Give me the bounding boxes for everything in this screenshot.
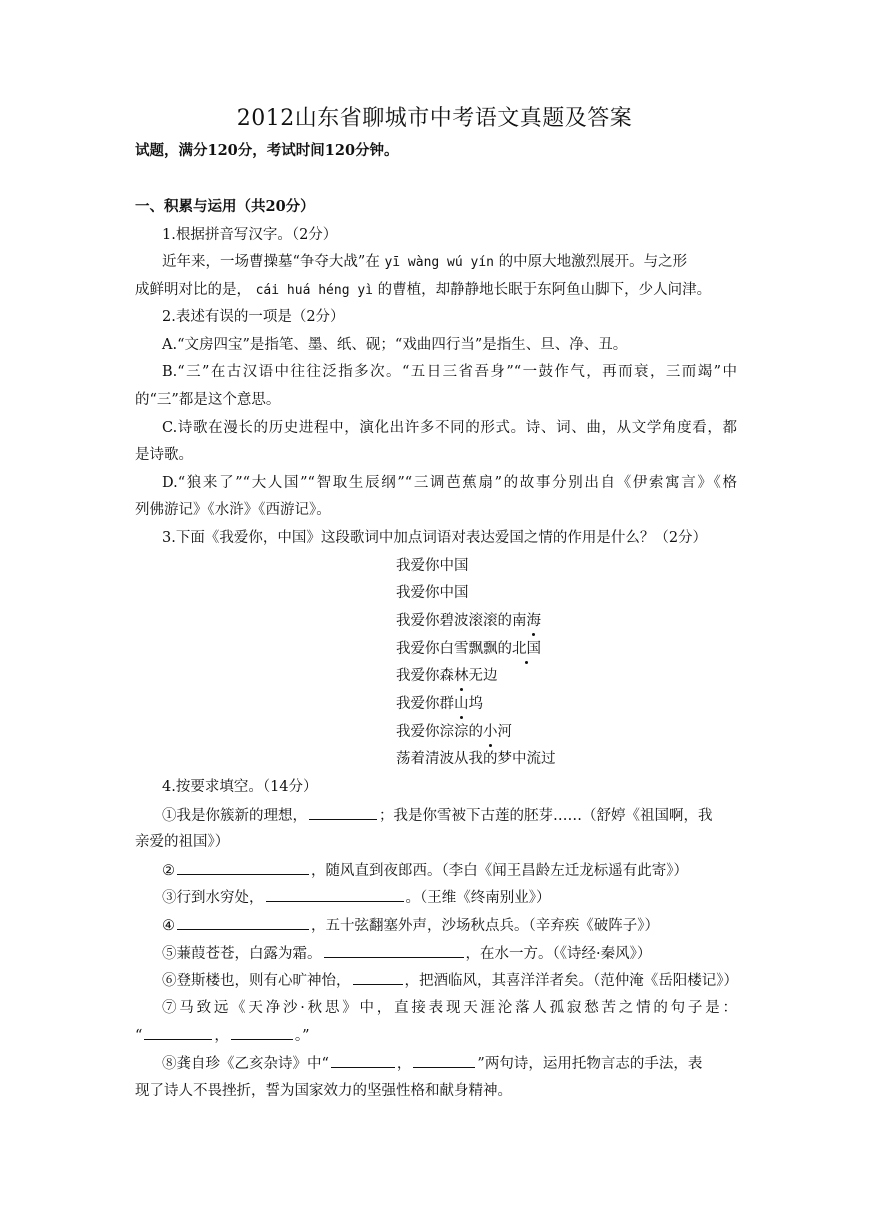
lyric-line: 我爱你中国 [396, 558, 469, 574]
fill-item-4 [162, 915, 737, 936]
option-c-line-1: C.诗歌在漫长的历史进程中，演化出许多不同的形式。诗、词、曲，从文学角度看，都 [162, 420, 737, 436]
q1-text-b: 的中原大地激烈展开。与之形 [498, 254, 688, 270]
question-1-stem: 1.根据拼音写汉字。（2分） [162, 227, 338, 243]
item-text: ， [214, 1028, 229, 1044]
answer-blank[interactable] [324, 943, 464, 958]
fill-item-6 [162, 970, 737, 991]
lyric-line [396, 722, 696, 742]
page-title: 2012山东省聊城市中考语文真题及答案 [236, 106, 633, 131]
lyric-text: 坞 [468, 696, 483, 712]
question-1-line-1 [162, 252, 737, 273]
answer-blank[interactable] [177, 860, 309, 875]
fill-item-7-cont [135, 1025, 735, 1046]
item-text: 。” [294, 1028, 310, 1044]
question-4-stem: 4.按要求填空。（14分） [162, 779, 318, 795]
lyric-line: 荡着清波从我的梦中流过 [396, 751, 556, 767]
lyric-text: 我爱你淙淙的 [396, 724, 483, 740]
lyric-text: 无边 [468, 668, 498, 684]
item-text: ， [396, 1056, 412, 1072]
item-text: ，在水一方。（《诗经·秦风》） [465, 946, 652, 962]
lyric-text: 我爱你碧波滚滚的南 [396, 613, 527, 629]
item-text: ，把酒临风，其喜洋洋者矣。（范仲淹《岳阳楼记》） [404, 973, 738, 989]
lyric-text: 我爱你白雪飘飘的 [396, 641, 512, 657]
dotted-word: 小 [483, 724, 498, 740]
lyric-text: 我爱你森 [396, 668, 454, 684]
section-heading: 一、积累与运用（共20分） [135, 198, 315, 215]
answer-blank[interactable] [231, 1025, 293, 1040]
option-b-line-1: B.“三”在古汉语中往往泛指多次。“五日三省吾身”“一鼓作气，再而衰，三而竭”中 [162, 364, 737, 380]
item-text: ”两句诗，运用托物言志的手法，表 [477, 1056, 703, 1072]
lyric-text: 我爱你群 [396, 696, 454, 712]
lyric-text: 河 [497, 724, 512, 740]
lyric-line: 我爱你中国 [396, 585, 469, 601]
fill-item-1 [162, 805, 737, 826]
answer-blank[interactable] [309, 805, 377, 820]
q1-text-c: 成鲜明对比的是， [135, 282, 251, 298]
lyric-line [396, 639, 696, 659]
item-text: ，五十弦翻塞外声，沙场秋点兵。（辛弃疾《破阵子》） [311, 918, 659, 934]
dotted-word: 北国 [512, 641, 541, 657]
dotted-word: 山 [454, 696, 469, 712]
option-b-line-2: 的“三”都是这个意思。 [135, 392, 281, 408]
option-d-line-2: 列佛游记》《水浒》《西游记》。 [135, 502, 331, 518]
item-text: ② [162, 863, 175, 879]
option-d-line-1: D.“狼来了”“大人国”“智取生辰纲”“三调芭蕉扇”的故事分别出自《伊索寓言》《格 [162, 475, 737, 491]
answer-blank[interactable] [331, 1053, 395, 1068]
fill-item-5 [162, 943, 737, 964]
fill-item-8-cont: 现了诗人不畏挫折，誓为国家效力的坚强性格和献身精神。 [135, 1083, 512, 1099]
q1-text-a: 近年来，一场曹操墓“争夺大战”在 [162, 254, 380, 270]
q1-pinyin-2: cái huá héng yì [255, 283, 374, 298]
lyric-line [396, 611, 696, 631]
item-text: 。（王维《终南别业》） [405, 890, 551, 906]
lyric-line [396, 666, 696, 686]
dotted-word: 林 [454, 668, 469, 684]
dotted-word: 海 [526, 613, 541, 629]
item-text: ⑥登斯楼也，则有心旷神怡， [162, 973, 351, 989]
answer-blank[interactable] [144, 1025, 212, 1040]
item-text: ⑤蒹葭苍苍，白露为霜。 [162, 946, 322, 962]
question-3-stem: 3.下面《我爱你，中国》这段歌词中加点词语对表达爱国之情的作用是什么？（2分） [162, 530, 708, 546]
q1-pinyin-1: yī wàng wú yín [384, 255, 495, 270]
answer-blank[interactable] [177, 915, 309, 930]
q1-text-d: 的曹植，却静静地长眠于东阿鱼山脚下，少人问津。 [377, 282, 712, 298]
fill-item-2 [162, 860, 737, 881]
option-a: A.“文房四宝”是指笔、墨、纸、砚；“戏曲四行当”是指生、旦、净、丑。 [162, 337, 628, 353]
lyric-line [396, 694, 696, 714]
fill-item-7: ⑦马致远《天净沙·秋思》中，直接表现天涯沦落人孤寂愁苦之情的句子是： [162, 1000, 737, 1016]
item-text: ；我是你雪被下古莲的胚芽……（舒婷《祖国啊，我 [379, 808, 713, 824]
item-text: “ [135, 1028, 143, 1044]
item-text: ①我是你簇新的理想， [162, 808, 307, 824]
item-text: ⑧龚自珍《乙亥杂诗》中“ [162, 1056, 329, 1072]
fill-item-3 [162, 887, 737, 908]
question-2-stem: 2.表述有误的一项是（2分） [162, 309, 345, 325]
item-text: ④ [162, 918, 175, 934]
exam-intro: 试题，满分120分，考试时间120分钟。 [135, 142, 399, 159]
fill-item-1-cont: 亲爱的祖国》） [135, 834, 230, 850]
item-text: ，随风直到夜郎西。（李白《闻王昌龄左迁龙标遥有此寄》） [311, 863, 688, 879]
answer-blank[interactable] [266, 887, 404, 902]
answer-blank[interactable] [413, 1053, 475, 1068]
answer-blank[interactable] [353, 970, 403, 985]
option-c-line-2: 是诗歌。 [135, 447, 193, 463]
item-text: ③行到水穷处， [162, 890, 264, 906]
fill-item-8 [162, 1053, 737, 1074]
question-1-line-2 [135, 280, 735, 301]
